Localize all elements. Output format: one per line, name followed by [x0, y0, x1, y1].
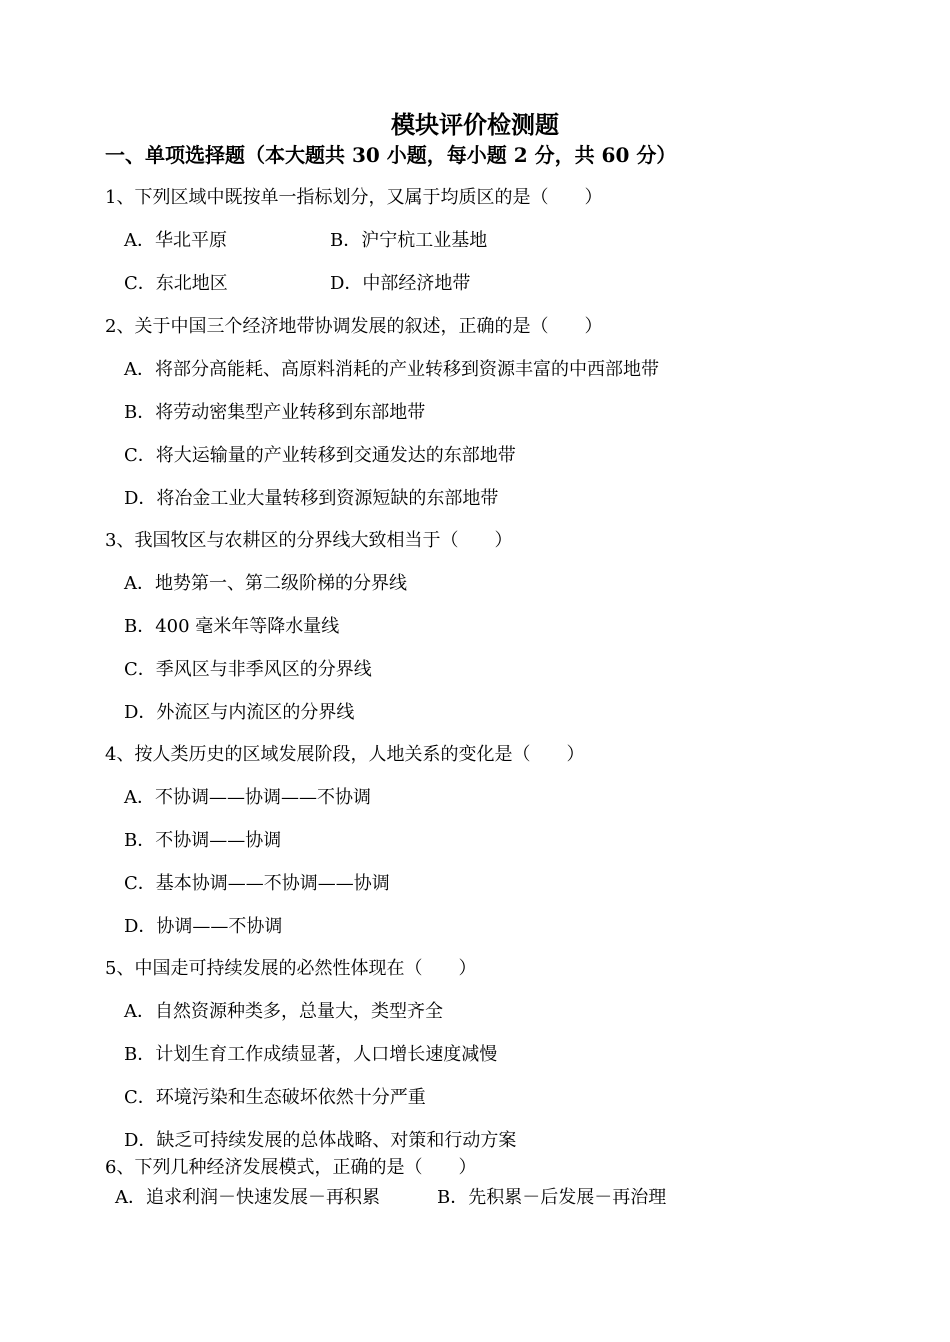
- question-5-option-c: C．环境污染和生态破坏依然十分严重: [124, 1087, 426, 1108]
- question-3-option-c: C．季风区与非季风区的分界线: [124, 659, 372, 680]
- question-6-stem: 6、下列几种经济发展模式，正确的是（ ）: [105, 1157, 477, 1178]
- question-1-option-c: C．东北地区: [124, 273, 228, 294]
- question-1-stem: 1、下列区域中既按单一指标划分，又属于均质区的是（ ）: [105, 187, 603, 208]
- question-1-option-a: A．华北平原: [124, 230, 227, 251]
- question-5-stem: 5、中国走可持续发展的必然性体现在（ ）: [105, 958, 477, 979]
- question-6-option-a: A．追求利润－快速发展－再积累: [115, 1187, 380, 1208]
- question-3-option-d: D．外流区与内流区的分界线: [124, 702, 355, 723]
- question-4-option-d: D．协调——不协调: [124, 916, 283, 937]
- question-2-stem: 2、关于中国三个经济地带协调发展的叙述，正确的是（ ）: [105, 316, 603, 337]
- question-1-option-b: B．沪宁杭工业基地: [330, 230, 488, 251]
- question-6-option-b: B．先积累－后发展－再治理: [437, 1187, 667, 1208]
- question-2-option-a: A．将部分高能耗、高原料消耗的产业转移到资源丰富的中西部地带: [124, 359, 659, 380]
- question-1-option-d: D．中部经济地带: [330, 273, 471, 294]
- page-title: 模块评价检测题: [391, 110, 559, 139]
- question-4-option-c: C．基本协调——不协调——协调: [124, 873, 390, 894]
- question-2-option-d: D．将冶金工业大量转移到资源短缺的东部地带: [124, 488, 499, 509]
- question-3-option-a: A．地势第一、第二级阶梯的分界线: [124, 573, 407, 594]
- question-5-option-d: D．缺乏可持续发展的总体战略、对策和行动方案: [124, 1130, 517, 1151]
- question-2-option-c: C．将大运输量的产业转移到交通发达的东部地带: [124, 445, 516, 466]
- question-3-option-b: B．400 毫米年等降水量线: [124, 616, 340, 637]
- section-heading: 一、单项选择题（本大题共 30 小题，每小题 2 分，共 60 分）: [105, 143, 677, 167]
- question-5-option-b: B．计划生育工作成绩显著，人口增长速度减慢: [124, 1044, 498, 1065]
- question-2-option-b: B．将劳动密集型产业转移到东部地带: [124, 402, 426, 423]
- question-4-option-a: A．不协调——协调——不协调: [124, 787, 371, 808]
- question-4-option-b: B．不协调——协调: [124, 830, 282, 851]
- question-3-stem: 3、我国牧区与农耕区的分界线大致相当于（ ）: [105, 530, 513, 551]
- question-5-option-a: A．自然资源种类多，总量大，类型齐全: [124, 1001, 443, 1022]
- question-4-stem: 4、按人类历史的区域发展阶段，人地关系的变化是（ ）: [105, 744, 585, 765]
